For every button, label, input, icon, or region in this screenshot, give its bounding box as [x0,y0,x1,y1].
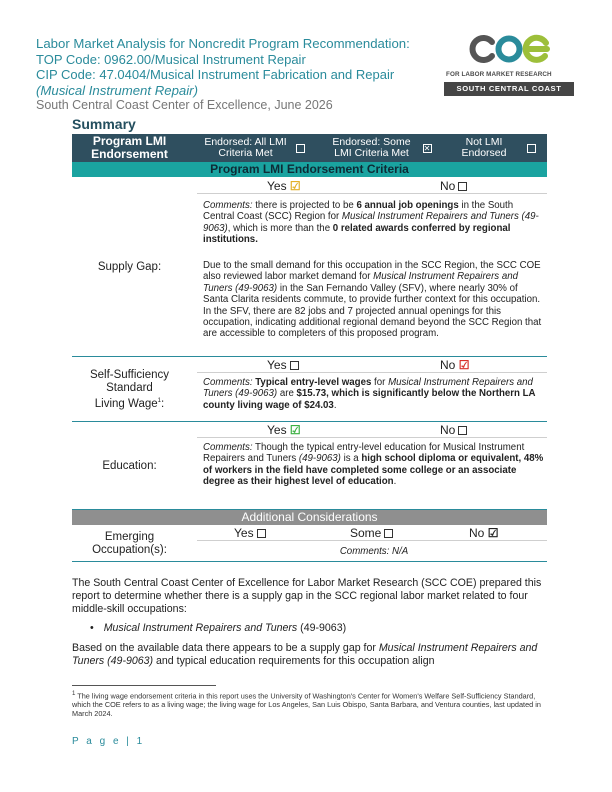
checkbox [290,361,299,370]
checkbox [257,529,266,538]
coe-logo-mark [468,34,550,64]
check-icon: ☑ [487,526,499,540]
conclusion-paragraph: Based on the available data there appears to be a supply gap for Musical Instrument Repairers and Tuners (49-9063) and typical education requirements for this occupation align [72,642,538,667]
footnote: $^1$ The living wage endorsement criteria in this report uses the University of Washington's Center for Women's Welfare Self-Sufficiency Standard, which the COE refers to as a living wage; the living wage for Los Angeles, San Luis Obispo, Santa Barbara, and Ventura counties, last updated in March 2024. [72,690,541,719]
endorsement-row [72,134,547,162]
checkbox [458,182,467,191]
footnote-divider [72,685,216,686]
check-icon: ☑ [289,179,301,193]
logo-region-bar: SOUTH CENTRAL COAST [444,82,574,96]
living-wage-label: Self-Sufficiency Standard Living Wage$^1$: [89,368,170,410]
page-number: P a g e | 1 [72,736,145,747]
report-header [36,36,456,114]
report-title: Labor Market Analysis for Noncredit Program Recommendation: [36,36,410,51]
emerging-yes-some-no: Yes Some No ☑ [197,526,547,541]
endorsement-option-some: Endorsed: Some LMI Criteria Met ✕ [332,135,431,159]
supply-gap-yes-no: Yes ☑ No [197,179,547,194]
check-icon: ☑ [458,358,470,372]
education-label: Education: [102,459,157,472]
emerging-comment: Comments: N/A [339,546,409,557]
education-section [72,422,547,510]
endorsement-option-all: Endorsed: All LMI Criteria Met [192,134,314,162]
supply-gap-section [72,177,547,357]
emerging-occupation-label: Emerging Occupation(s): [92,530,167,556]
logo-subtitle: FOR LABOR MARKET RESEARCH [446,71,552,78]
additional-considerations-heading: Additional Considerations [72,510,547,525]
living-wage-yes-no: Yes No ☑ [197,358,547,373]
supply-gap-label: Supply Gap: [97,260,162,273]
endorsement-label: Program LMI Endorsement [91,134,168,161]
living-wage-comment: Comments: Typical entry-level wages for Musical Instrument Repairers and Tuners (49-9063) are $15.73, which is significantly below the Northern LA county living wage of $24.03. [203,377,536,411]
criteria-heading: Program LMI Endorsement Criteria [72,162,547,177]
checkbox [458,426,467,435]
cip-code: CIP Code: 47.0404/Musical Instrument Fabrication and Repair [36,67,395,83]
top-code: TOP Code: 0962.00/Musical Instrument Repair [36,51,306,67]
program-name: (Musical Instrument Repair) [36,82,198,98]
education-comment: Comments: Though the typical entry-level education for Musical Instrument Repairers and Tuners (49-9063) is a high school diploma or equivalent, 48% of workers in the field have completed some college or an associate degree as their highest level of education. [203,442,544,488]
intro-paragraph: The South Central Coast Center of Excellence for Labor Market Research (SCC COE) prepared this report to determine whether there is a supply gap in the SCC regional labor market related to four middle-skill occupations: [72,577,542,615]
occupation-bullet: • Musical Instrument Repairers and Tuners (49-9063) [90,622,347,634]
emerging-occupation-section [72,525,547,562]
checkbox [527,144,536,153]
supply-gap-comment-1: Comments: there is projected to be 6 annual job openings in the South Central Coast (SCC) Region for Musical Instrument Repairers and Tuners (49-9063), which is more than the 0 related awards conferred by regional institutions. [203,200,539,246]
summary-heading: Summary [72,116,136,132]
report-source-date: South Central Coast Center of Excellence, June 2026 [36,98,333,113]
education-yes-no: Yes ☑ No [197,423,547,438]
checkbox [384,529,393,538]
check-icon: ☑ [289,423,301,437]
living-wage-section [72,357,547,422]
checkbox [296,144,305,153]
lmi-summary-table [72,134,547,562]
coe-logo [440,34,576,100]
supply-gap-comment-2: Due to the small demand for this occupation in the SCC Region, the SCC COE also reviewed labor market demand for Musical Instrument Repairers and Tuners (49-9063) in the San Fernando Valley (SFV), where nearly 30% of Santa Clarita residents commute, to provide further context for this occupation. In the SFV, there are 82 jobs and 7 projected annual openings for this occupation, indicating additional regional demand beyond the SCC Region that are accessible to completers of this proposed program. [203,260,542,340]
endorsement-option-not: Not LMI Endorsed [444,134,547,162]
checked-checkbox: ✕ [423,143,431,153]
